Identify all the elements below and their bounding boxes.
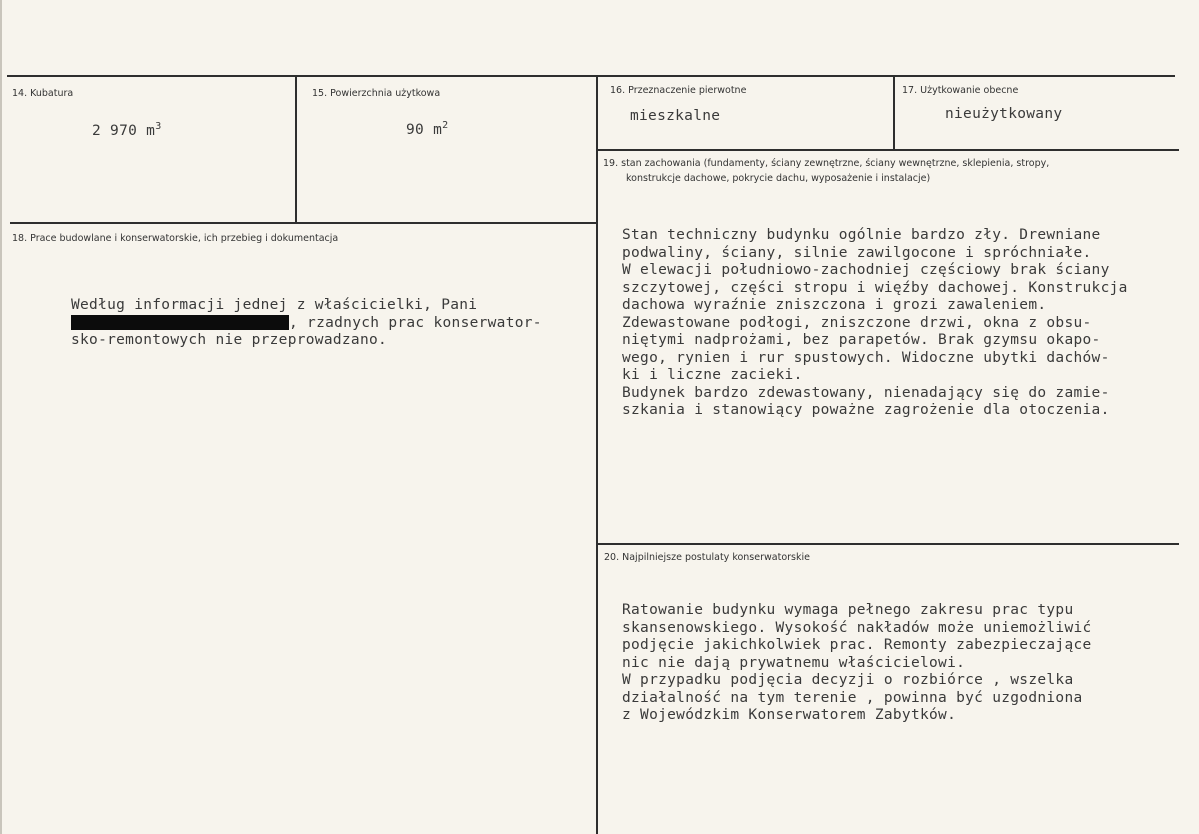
field-18-text: Według informacji jednej z właścicielki, Pani , rzadnych prac konserwator- sko-remontowych nie przeprowadzano.	[71, 297, 542, 348]
top-rule	[7, 75, 1175, 77]
field-17-value: nieużytkowany	[945, 106, 1063, 122]
field-18-label: 18. Prace budowlane i konserwatorskie, ich przebieg i dokumentacja	[12, 233, 339, 244]
redaction-bar	[71, 315, 289, 330]
rule-16-17-bottom	[598, 149, 1179, 151]
field-15-label: 15. Powierzchnia użytkowa	[312, 88, 441, 99]
field-14-value: 2 970 $m^3$	[92, 121, 162, 139]
field-19-label-line1: 19. stan zachowania (fundamenty, ściany zewnętrzne, ściany wewnętrzne, sklepienia, stropy,	[603, 158, 1050, 169]
field-19-label-line2: konstrukcje dachowe, pokrycie dachu, wyposażenie i instalacje)	[626, 173, 931, 184]
rule-19-bottom	[598, 543, 1179, 545]
field-20-label: 20. Najpilniejsze postulaty konserwatorskie	[604, 552, 810, 563]
field-16-label: 16. Przeznaczenie pierwotne	[610, 85, 747, 96]
field-16-value: mieszkalne	[630, 108, 721, 124]
divider-vertical-main	[596, 77, 598, 834]
divider-vertical-16-17	[893, 77, 895, 149]
field-17-label: 17. Użytkowanie obecne	[902, 85, 1019, 96]
field-19-text: Stan techniczny budynku ogólnie bardzo zły. Drewniane podwaliny, ściany, silnie zawilgocone i spróchniałe. W elewacji południowo-zachodniej częściowy brak ściany szczytowej, części stropu i więźby dachowej. Konstrukcja dachowa wyraźnie zniszczona i grozi zawaleniem. Zdewastowane podłogi, zniszczone drzwi, okna z obsu- niętymi nadprożami, bez parapetów. Brak gzymsu okapo- wego, rynien i rur spustowych. Widoczne ubytki dachów- ki i liczne zacieki. Budynek bardzo zdewastowany, nienadający się do zamie- szkania i stanowiący poważne zagrożenie dla otoczenia.	[622, 227, 1128, 418]
field-20-text: Ratowanie budynku wymaga pełnego zakresu prac typu skansenowskiego. Wysokość nakładów może uniemożliwić podjęcie jakichkolwiek prac. Remonty zabezpieczające nic nie dają prywatnemu właścicielowi. W przypadku podjęcia decyzji o rozbiórce , wszelka działalność na tym terenie , powinna być uzgodniona z Wojewódzkim Konserwatorem Zabytków.	[622, 602, 1092, 723]
rule-14-15-bottom	[10, 222, 598, 224]
field-14-label: 14. Kubatura	[12, 88, 74, 99]
divider-vertical-14-15	[295, 77, 297, 223]
field-15-value: 90 $m^2$	[406, 120, 449, 138]
